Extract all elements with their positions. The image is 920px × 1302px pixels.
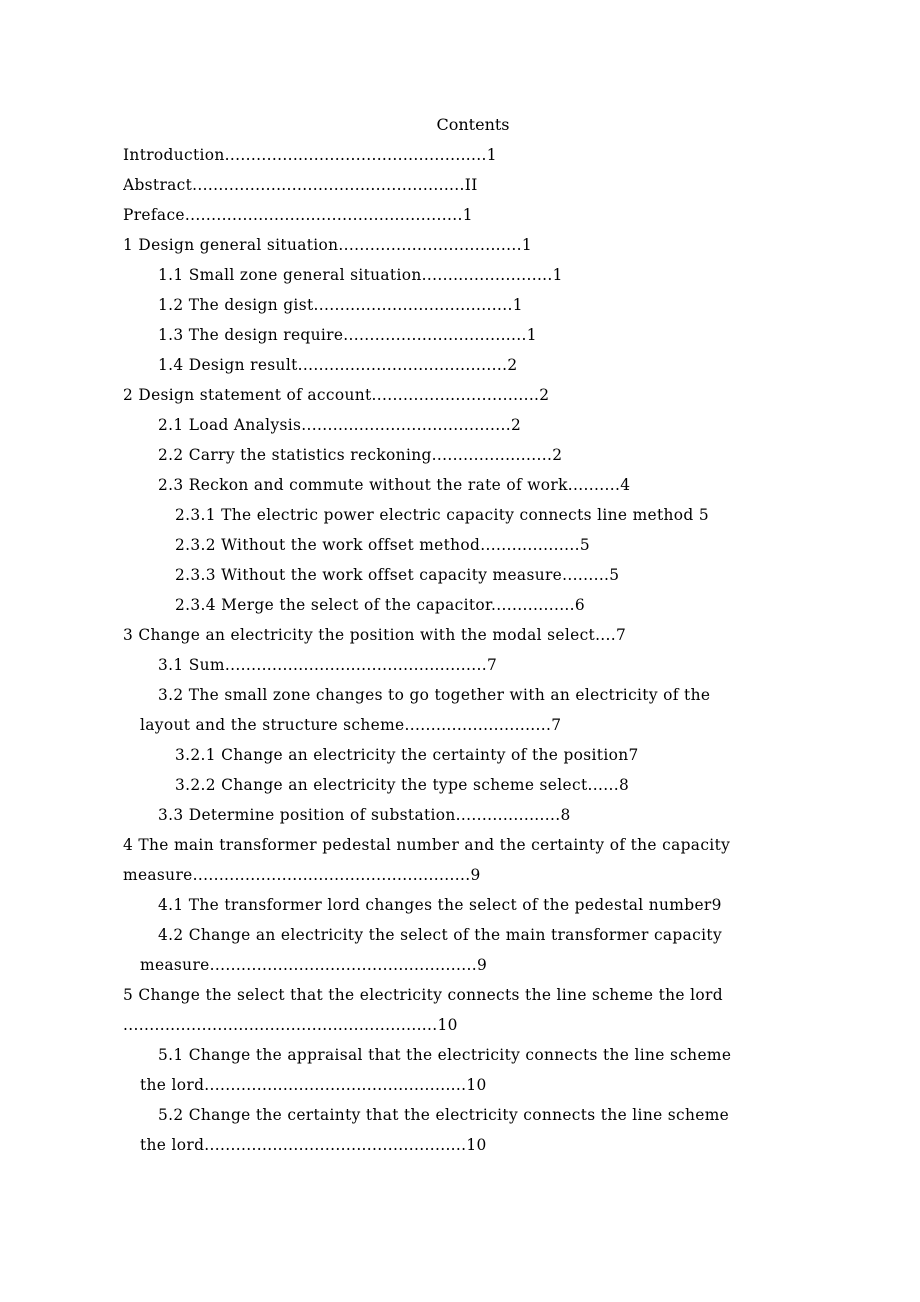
toc-entry[interactable]: 3.2.2 Change an electricity the type scheme select......8 (175, 776, 630, 794)
toc-entry[interactable]: 3 Change an electricity the position with the modal select....7 (123, 626, 627, 644)
toc-entry[interactable]: Abstract....................................................II (123, 176, 478, 194)
toc-entry-continuation[interactable]: the lord..................................................10 (140, 1136, 487, 1154)
toc-entry[interactable]: 4.2 Change an electricity the select of the main transformer capacity (158, 926, 722, 944)
toc-entry[interactable]: 5 Change the select that the electricity connects the line scheme the lord (123, 986, 723, 1004)
page-title: Contents (436, 115, 510, 134)
toc-entry[interactable]: 5.1 Change the appraisal that the electricity connects the line scheme (158, 1046, 732, 1064)
toc-entry-continuation[interactable]: ............................................................10 (123, 1016, 458, 1034)
toc-entry[interactable]: 1 Design general situation...................................1 (123, 236, 533, 254)
toc-entry[interactable]: 2.3.1 The electric power electric capacity connects line method 5 (175, 506, 710, 524)
toc-entry[interactable]: 2 Design statement of account................................2 (123, 386, 550, 404)
toc-entry[interactable]: Introduction..................................................1 (123, 146, 497, 164)
table-of-contents (123, 145, 833, 1165)
toc-entry-continuation[interactable]: the lord..................................................10 (140, 1076, 487, 1094)
toc-entry[interactable]: 3.2 The small zone changes to go together with an electricity of the (158, 686, 711, 704)
toc-entry[interactable]: 3.1 Sum..................................................7 (158, 656, 498, 674)
toc-entry[interactable]: 5.2 Change the certainty that the electricity connects the line scheme (158, 1106, 730, 1124)
toc-entry[interactable]: 2.3.4 Merge the select of the capacitor................6 (175, 596, 586, 614)
toc-entry-continuation[interactable]: measure...................................................9 (140, 956, 488, 974)
toc-entry[interactable]: 2.1 Load Analysis........................................2 (158, 416, 522, 434)
toc-entry[interactable]: 1.4 Design result........................................2 (158, 356, 518, 374)
toc-entry[interactable]: Preface.....................................................1 (123, 206, 473, 224)
toc-entry[interactable]: 2.3.2 Without the work offset method...................5 (175, 536, 590, 554)
toc-entry[interactable]: 2.3.3 Without the work offset capacity measure.........5 (175, 566, 620, 584)
toc-entry[interactable]: 1.3 The design require...................................1 (158, 326, 537, 344)
toc-entry-continuation[interactable]: layout and the structure scheme............................7 (140, 716, 562, 734)
toc-entry[interactable]: 1.2 The design gist......................................1 (158, 296, 523, 314)
toc-entry[interactable]: 1.1 Small zone general situation.........................1 (158, 266, 563, 284)
toc-entry[interactable]: 4.1 The transformer lord changes the select of the pedestal number9 (158, 896, 722, 914)
toc-entry[interactable]: 3.2.1 Change an electricity the certainty of the position7 (175, 746, 639, 764)
toc-entry[interactable]: 3.3 Determine position of substation....................8 (158, 806, 571, 824)
toc-entry[interactable]: 2.3 Reckon and commute without the rate of work..........4 (158, 476, 631, 494)
toc-entry-continuation[interactable]: measure.....................................................9 (123, 866, 481, 884)
toc-entry[interactable]: 2.2 Carry the statistics reckoning.......................2 (158, 446, 563, 464)
toc-entry[interactable]: 4 The main transformer pedestal number and the certainty of the capacity (123, 836, 731, 854)
